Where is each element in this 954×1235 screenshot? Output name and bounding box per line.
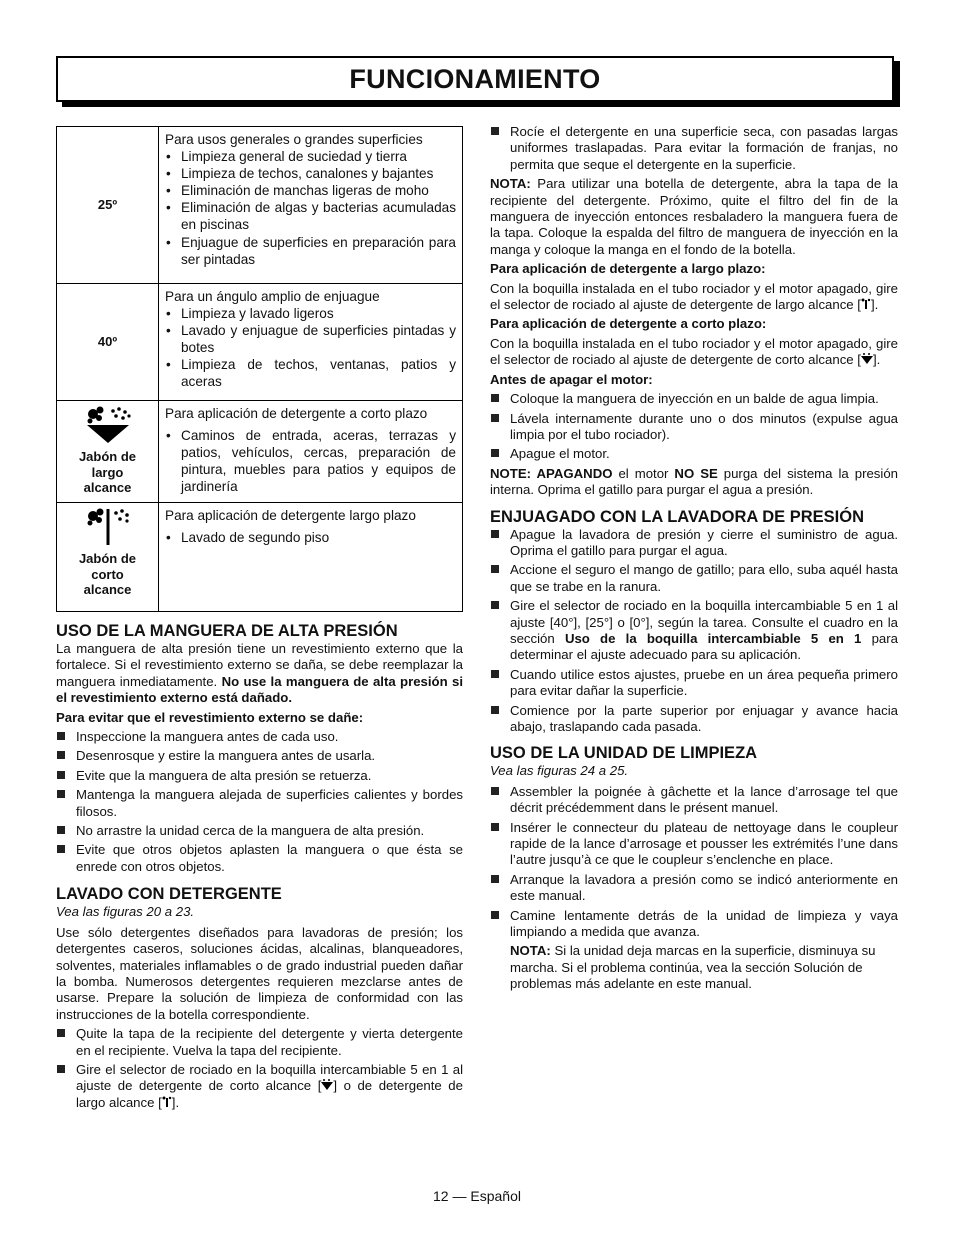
note-text: Si la unidad deja marcas en la superficie, disminuya su marcha. Si el problema continúa, vea la sección Solución de problemas más adelante en este manual. <box>510 943 876 992</box>
note-text: purga del sistema la presión interna. Oprima el gatillo para purgar el agua a presión. <box>490 465 898 498</box>
list-item-text: Lávela internamente durante uno o dos minutos (expulse agua limpia por el tubo rociador). <box>510 410 898 442</box>
note-label: NOTE: APAGANDO <box>490 465 613 481</box>
nozzle-label-soap-short <box>57 503 159 612</box>
bullet-square-icon <box>491 875 499 883</box>
table-row <box>57 127 463 284</box>
nozzle-label-25: 25º <box>57 127 159 284</box>
nozzle-desc <box>159 284 463 401</box>
detergent-list <box>56 1026 463 1111</box>
long-text: Con la boquilla instalada en el tubo rociador y el motor apagado, gire el selector de rociado al ajuste de detergente de largo alcance [ <box>490 280 898 313</box>
bullet-square-icon <box>491 414 499 422</box>
nozzle-desc <box>159 503 463 612</box>
note-text: Para utilizar una botella de detergente, abra la tapa de la recipiente del detergente. Próximo, quite el filtro del fin de la manguera de inyección entonces resbaladero la manguera fuera de la tapa. Coloque la espalda del filtro de manguera de inyección en la manga y coloque la manga en el fondo de la botella. <box>490 176 898 257</box>
list-item <box>56 729 463 745</box>
subheading-long: Para aplicación de detergente a largo plazo: <box>490 261 766 277</box>
list-item <box>490 391 898 407</box>
soap-stream-spray-icon <box>83 507 133 547</box>
section-heading-hose: USO DE LA MANGUERA DE ALTA PRESIÓN <box>56 622 398 640</box>
list-item-text: Gire el selector de rociado en la boquilla intercambiable 5 en 1 al ajuste [40°], [25°] o [0°], según la tarea. Consulte el cuadro en la sección <box>510 598 898 646</box>
bullet-square-icon <box>491 823 499 831</box>
list-item-text: ]. <box>171 1094 180 1110</box>
long-instructions <box>490 281 898 314</box>
cleaning-list <box>490 784 898 941</box>
nozzle-uses-list <box>165 427 456 495</box>
nozzle-desc <box>159 401 463 503</box>
note-label: NOTA: <box>490 176 531 192</box>
note-emphasis: NO SE <box>674 465 718 481</box>
subheading-motor: Antes de apagar el motor: <box>490 371 653 387</box>
left-column <box>56 126 463 1114</box>
note-motor <box>490 466 898 499</box>
note-text: el motor <box>612 465 675 481</box>
list-item: • Eliminación de algas y bacterias acumuladas en piscinas <box>165 199 456 233</box>
bullet-square-icon <box>491 565 499 573</box>
bullet-square-icon <box>57 751 65 759</box>
list-item <box>56 1026 463 1059</box>
nozzle-intro: Para un ángulo amplio de enjuague <box>165 289 380 304</box>
section-heading-cleaning: USO DE LA UNIDAD DE LIMPIEZA <box>490 744 758 763</box>
subheading-short: Para aplicación de detergente a corto plazo: <box>490 316 767 332</box>
list-item-text: Camine lentamente detrás de la unidad de limpieza y vaya limpiando a medida que avanza. <box>510 907 898 940</box>
note-bottle <box>490 176 898 258</box>
list-item-text: Evite que la manguera de alta presión se retuerza. <box>76 767 372 783</box>
bullet-square-icon <box>57 732 65 740</box>
list-item-text: para determinar el ajuste adecuado para su aplicación. <box>510 630 898 663</box>
list-item: • Eliminación de manchas ligeras de moho <box>165 182 456 199</box>
list-item: • Caminos de entrada, aceras, terrazas y patios, vehículos, cercas, preparación de pintura, muebles para patios y equipos de jardinería <box>165 427 456 495</box>
list-item-text: Arranque la lavadora a presión como se indicó anteriormente en este manual. <box>510 871 898 904</box>
list-item-text: Gire el selector de rociado en la boquilla intercambiable 5 en 1 al ajuste de detergente de corto alcance [ <box>76 1061 463 1094</box>
list-item-text: Cuando utilice estos ajustes, pruebe en un área pequeña primero para evitar dañar la superficie. <box>510 666 898 699</box>
list-item-text: Insérer le connecteur du plateau de nettoyage dans le coupleur rapide de la lance d’arrosage et pousser les extrémités l’une dans l’autre jusqu’à ce que le coupleur s’enclenche en place. <box>510 819 898 868</box>
list-item <box>490 784 898 817</box>
nozzle-table <box>56 126 463 612</box>
hose-text: La manguera de alta presión tiene un revestimiento externo que la fortalece. Si el revestimiento externo se daña, se debe reemplazar la manguera inmediatamente. <box>56 641 463 689</box>
page-title-box <box>56 56 894 102</box>
bullet-square-icon <box>491 530 499 538</box>
nozzle-label-40: 40º <box>57 284 159 401</box>
list-item <box>490 562 898 595</box>
list-item-text: Evite que otros objetos aplasten la manguera o que ésta se enrede con otros objetos. <box>76 842 463 874</box>
nozzle-intro: Para usos generales o grandes superficies <box>165 132 423 147</box>
list-item: • Lavado y enjuague de superficies pintadas y botes <box>165 322 456 356</box>
label-line: corto <box>91 566 124 582</box>
nozzle-uses-list <box>165 148 456 268</box>
list-item-emphasis: Uso de la boquilla intercambiable 5 en 1 <box>564 630 862 646</box>
bullet-square-icon <box>57 790 65 798</box>
soap-fan-spray-icon <box>321 1079 333 1090</box>
section-heading-rinse: ENJUAGADO CON LA LAVADORA DE PRESIÓN <box>490 507 865 526</box>
note-cleaning <box>490 943 898 992</box>
label-line: Jabón de <box>78 449 137 465</box>
list-item-text: Comience por la parte superior por enjuagar y avance hacia abajo, traslapando cada pasada. <box>510 702 898 734</box>
list-item <box>56 768 463 784</box>
list-item-text: Apague el motor. <box>510 446 610 462</box>
soap-stream-spray-icon <box>162 1096 172 1107</box>
list-item <box>490 908 898 941</box>
nozzle-desc <box>159 127 463 284</box>
list-item-text: Desenrosque y estire la manguera antes de usarla. <box>76 748 376 764</box>
nozzle-uses-list <box>165 305 456 390</box>
bullet-square-icon <box>491 601 499 609</box>
figure-reference: Vea las figuras 20 a 23. <box>56 904 195 920</box>
label-line: alcance <box>83 582 132 598</box>
page-title: FUNCIONAMIENTO <box>349 63 601 94</box>
table-row <box>57 401 463 503</box>
bullet-square-icon <box>491 394 499 402</box>
list-item <box>56 787 463 820</box>
list-item: • Limpieza de techos, ventanas, patios y aceras <box>165 356 456 390</box>
list-item: • Limpieza de techos, canalones y bajantes <box>165 165 456 182</box>
table-row <box>57 503 463 612</box>
bullet-square-icon <box>491 787 499 795</box>
page-footer: 12 — Español <box>433 1188 521 1204</box>
list-item <box>490 124 898 173</box>
nozzle-intro: Para aplicación de detergente a corto plazo <box>165 406 428 421</box>
list-item <box>490 411 898 444</box>
list-item-text: Mantenga la manguera alejada de superficies calientes y bordes filosos. <box>76 787 463 819</box>
hose-subheading: Para evitar que el revestimiento externo se dañe: <box>56 709 364 725</box>
right-column <box>490 124 898 996</box>
spray-list <box>490 124 898 173</box>
bullet-square-icon <box>491 449 499 457</box>
nozzle-label-soap-long <box>57 401 159 503</box>
list-item: • Enjuague de superficies en preparación para ser pintadas <box>165 234 456 268</box>
short-text: Con la boquilla instalada en el tubo rociador y el motor apagado, gire el selector de rociado al ajuste de detergente de corto alcance [ <box>490 335 898 368</box>
list-item <box>490 667 898 700</box>
list-item-text: Accione el seguro el mango de gatillo; para ello, suba aquél hasta que se trabe en la ranura. <box>510 562 898 594</box>
hose-list <box>56 729 463 875</box>
section-heading-detergent: LAVADO CON DETERGENTE <box>56 885 282 904</box>
label-line: Jabón de <box>78 551 137 567</box>
list-item-text: No arrastre la unidad cerca de la manguera de alta presión. <box>76 823 425 839</box>
motor-list <box>490 391 898 463</box>
table-row <box>57 284 463 401</box>
list-item-text: ] o de detergente de largo alcance [ <box>76 1078 463 1110</box>
list-item <box>490 598 898 664</box>
long-text: ]. <box>870 297 879 313</box>
list-item: • Limpieza general de suciedad y tierra <box>165 148 456 165</box>
list-item: • Lavado de segundo piso <box>165 529 456 546</box>
bullet-square-icon <box>57 845 65 853</box>
bullet-square-icon <box>57 771 65 779</box>
bullet-square-icon <box>491 706 499 714</box>
label-line: alcance <box>83 480 132 496</box>
label-line: largo <box>91 464 124 480</box>
hose-paragraph <box>56 641 463 707</box>
list-item-text: Rocíe el detergente en una superficie seca, con pasadas largas uniformes traslapadas. Para evitar la formación de franjas, no permita que seque el detergente en la superficie. <box>510 124 898 172</box>
bullet-square-icon <box>57 826 65 834</box>
rinse-list <box>490 527 898 736</box>
nozzle-uses-list <box>165 529 456 546</box>
list-item: • Limpieza y lavado ligeros <box>165 305 456 322</box>
list-item-text: Quite la tapa de la recipiente del detergente y vierta detergente en el recipiente. Vuelva la tapa del recipiente. <box>76 1026 463 1058</box>
bullet-square-icon <box>57 1065 65 1073</box>
hose-warning: No use la manguera de alta presión si el revestimiento externo está dañado. <box>56 673 463 706</box>
bullet-square-icon <box>491 670 499 678</box>
list-item-text: Inspeccione la manguera antes de cada uso. <box>76 729 339 745</box>
nozzle-intro: Para aplicación de detergente largo plazo <box>165 508 416 523</box>
soap-fan-spray-icon <box>83 405 133 445</box>
figure-reference: Vea las figuras 24 a 25. <box>490 763 629 779</box>
list-item <box>490 872 898 905</box>
bullet-square-icon <box>491 911 499 919</box>
soap-stream-spray-icon <box>861 298 871 309</box>
bullet-square-icon <box>491 127 499 135</box>
soap-fan-spray-icon <box>861 353 873 364</box>
list-item <box>56 823 463 839</box>
list-item <box>56 842 463 875</box>
list-item <box>56 748 463 764</box>
list-item <box>490 527 898 560</box>
note-label: NOTA: <box>510 943 551 959</box>
bullet-square-icon <box>57 1029 65 1037</box>
list-item-text: Apague la lavadora de presión y cierre el suministro de agua. Oprima el gatillo para purgar el agua. <box>510 526 898 558</box>
list-item <box>490 703 898 736</box>
list-item <box>490 820 898 869</box>
list-item-text: Coloque la manguera de inyección en un balde de agua limpia. <box>510 391 879 407</box>
list-item <box>56 1062 463 1111</box>
detergent-paragraph: Use sólo detergentes diseñados para lavadoras de presión; los detergentes caseros, soluciones ácidas, alcalinas, blanqueadores, solventes, materiales inflamables o de grado industrial pueden dañar la bomba. Numerosos detergentes requieren mezclarse antes de usarse. Prepare la solución de limpieza de conformidad con las instrucciones de la botella correspondiente. <box>56 924 463 1022</box>
list-item <box>490 446 898 462</box>
short-instructions <box>490 336 898 369</box>
list-item-text: Assembler la poignée à gâchette et la lance d’arrosage tel que décrit précédemment dans le présent manuel. <box>510 783 898 816</box>
short-text: ]. <box>872 352 881 368</box>
